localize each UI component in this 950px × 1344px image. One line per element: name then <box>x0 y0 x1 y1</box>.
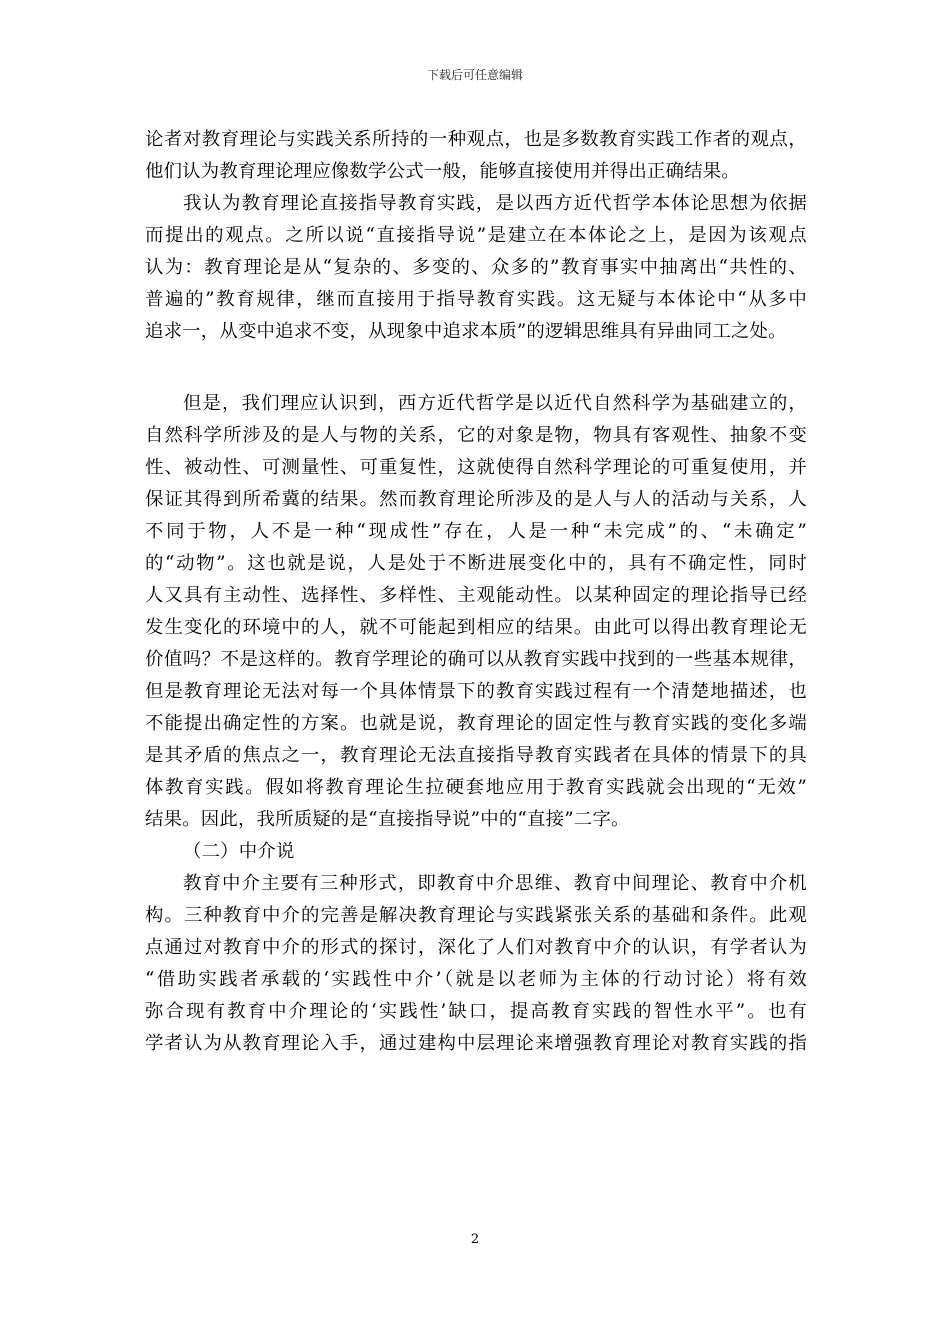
text-line: 他们认为教育理论理应像数学公式一般，能够直接使用并得出正确结果。 <box>145 161 740 182</box>
text-line: 的“动物”。这也就是说，人是处于不断进展变化中的，具有不确定性，同时 <box>145 553 807 574</box>
text-line: 价值吗？不是这样的。教育学理论的确可以从教育实践中找到的一些基本规律， <box>145 649 807 670</box>
text-line: 论者对教育理论与实践关系所持的一种观点，也是多数教育实践工作者的观点， <box>145 129 807 150</box>
text-line: 自然科学所涉及的是人与物的关系，它的对象是物，物具有客观性、抽象不变 <box>145 425 807 446</box>
text-line: 发生变化的环境中的人，就不可能起到相应的结果。由此可以得出教育理论无 <box>145 617 807 638</box>
text-line: 人又具有主动性、选择性、多样性、主观能动性。以某种固定的理论指导已经 <box>145 585 807 606</box>
text-line: “借助实践者承载的‘实践性中介’（就是以老师为主体的行动讨论）将有效 <box>145 969 807 990</box>
text-line: 性、被动性、可测量性、可重复性，这就使得自然科学理论的可重复使用，并 <box>145 457 807 478</box>
text-line: 认为：教育理论是从“复杂的、多变的、众多的”教育事实中抽离出“共性的、 <box>145 257 807 278</box>
text-line: 不能提出确定性的方案。也就是说，教育理论的固定性与教育实践的变化多端 <box>145 713 807 734</box>
text-line: 追求一，从变中追求不变，从现象中追求本质”的逻辑思维具有异曲同工之处。 <box>145 321 787 342</box>
text-line: 构。三种教育中介的完善是解决教育理论与实践紧张关系的基础和条件。此观 <box>145 905 807 926</box>
text-line: 我认为教育理论直接指导教育实践，是以西方近代哲学本体论思想为依据 <box>183 193 807 214</box>
page-header: 下载后可任意编辑 <box>426 68 523 82</box>
text-line: 点通过对教育中介的形式的探讨，深化了人们对教育中介的认识，有学者认为 <box>145 937 807 958</box>
text-line: 但是教育理论无法对每一个具体情景下的教育实践过程有一个清楚地描述，也 <box>145 681 807 702</box>
text-line: 是其矛盾的焦点之一，教育理论无法直接指导教育实践者在具体的情景下的具 <box>145 745 807 766</box>
text-line: 结果。因此，我所质疑的是“直接指导说”中的“直接”二字。 <box>145 809 630 830</box>
text-line: 保证其得到所希冀的结果。然而教育理论所涉及的是人与人的活动与关系，人 <box>145 489 807 510</box>
page-number: 2 <box>470 1232 480 1247</box>
text-line: 教育中介主要有三种形式，即教育中介思维、教育中间理论、教育中介机 <box>183 873 807 894</box>
text-line: 不同于物，人不是一种“现成性”存在，人是一种“未完成”的、“未确定” <box>145 521 807 542</box>
text-line: 而提出的观点。之所以说“直接指导说”是建立在本体论之上，是因为该观点 <box>145 225 807 246</box>
text-line: 弥合现有教育中介理论的‘实践性’缺口，提高教育实践的智性水平”。也有 <box>145 1001 807 1022</box>
document-body <box>145 124 807 1060</box>
text-line: 普遍的”教育规律，继而直接用于指导教育实践。这无疑与本体论中“从多中 <box>145 289 807 310</box>
text-line: 体教育实践。假如将教育理论生拉硬套地应用于教育实践就会出现的“无效” <box>145 777 807 798</box>
text-line: 学者认为从教育理论入手，通过建构中层理论来增强教育理论对教育实践的指 <box>145 1033 807 1054</box>
paragraph-gap <box>145 348 807 388</box>
text-line: 但是，我们理应认识到，西方近代哲学是以近代自然科学为基础建立的， <box>183 393 807 414</box>
section-heading: （二）中介说 <box>183 841 295 862</box>
